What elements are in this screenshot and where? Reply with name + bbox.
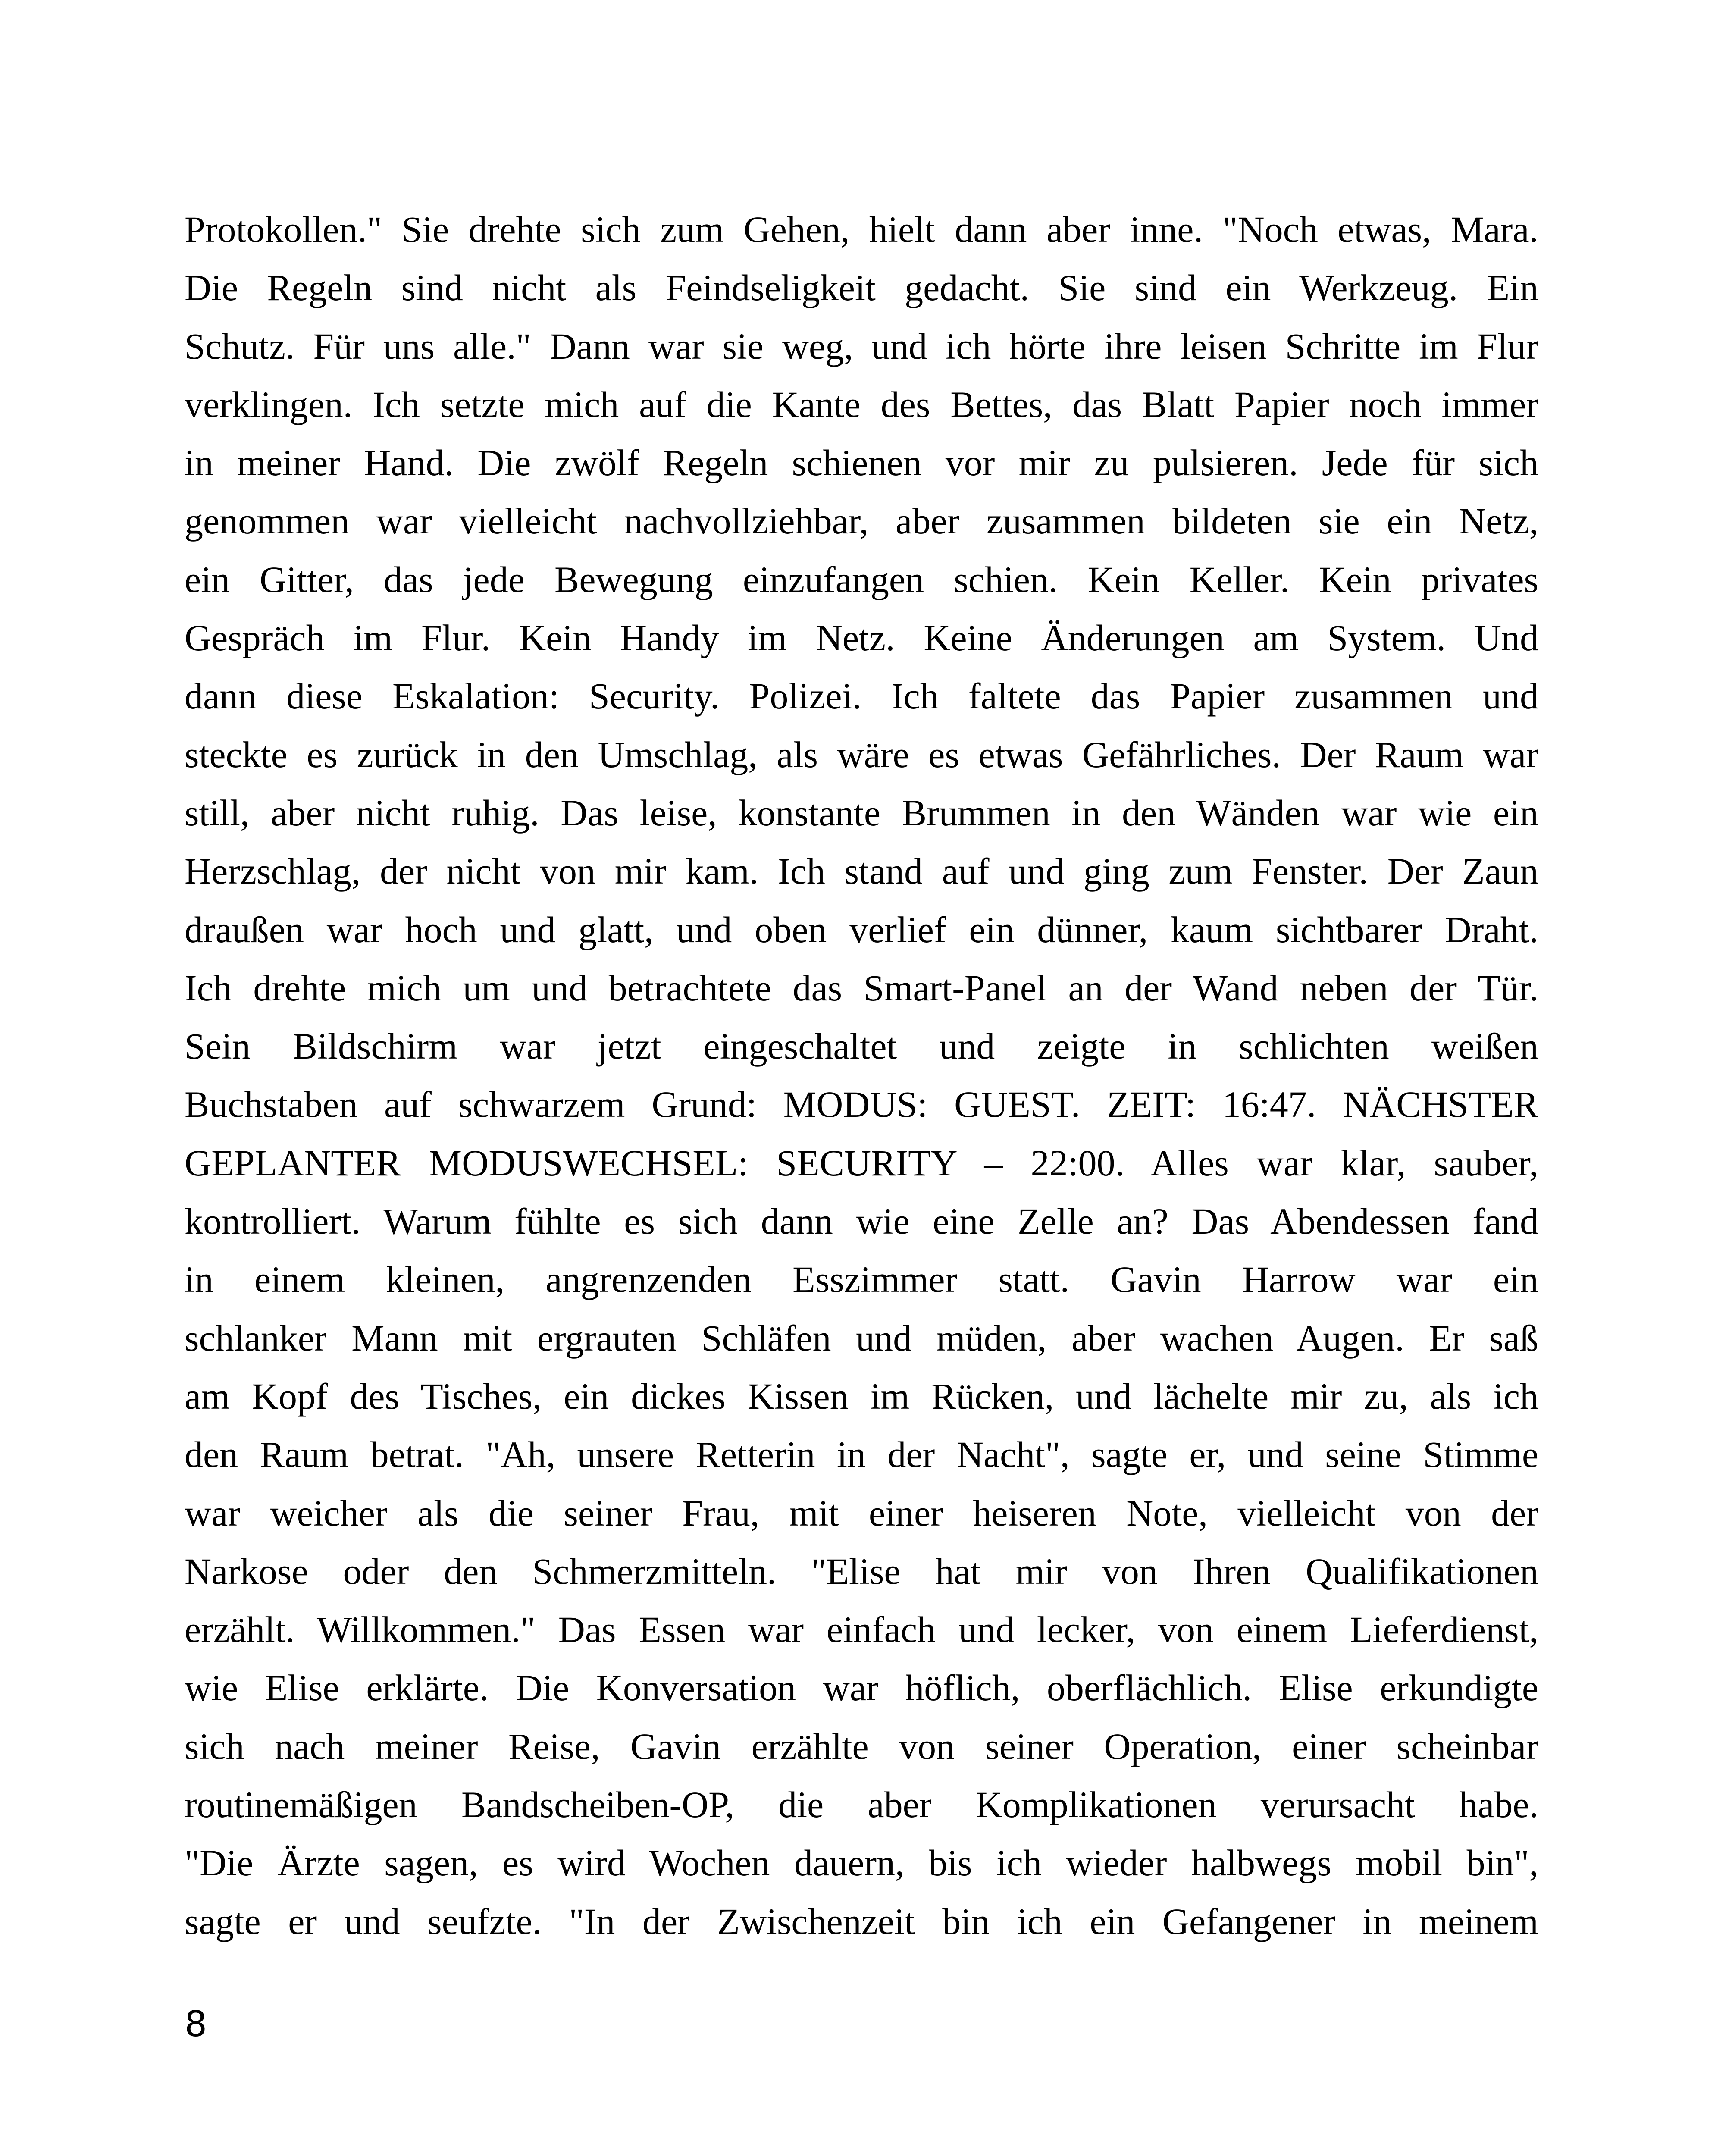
text-line: Ich drehte mich um und betrachtete das Smart-Panel an der Wand neben der Tür.	[185, 967, 1538, 1009]
text-line: Gespräch im Flur. Kein Handy im Netz. Keine Änderungen am System. Und	[185, 617, 1538, 659]
text-line: Sein Bildschirm war jetzt eingeschaltet und zeigte in schlichten weißen	[185, 1025, 1538, 1067]
text-line: den Raum betrat. "Ah, unsere Retterin in der Nacht", sagte er, und seine Stimme	[185, 1434, 1538, 1476]
body-text	[185, 201, 1538, 1951]
text-line: Die Regeln sind nicht als Feindseligkeit gedacht. Sie sind ein Werkzeug. Ein	[185, 267, 1538, 309]
text-line: GEPLANTER MODUSWECHSEL: SECURITY – 22:00. Alles war klar, sauber,	[185, 1142, 1538, 1184]
text-line: still, aber nicht ruhig. Das leise, konstante Brummen in den Wänden war wie ein	[185, 792, 1538, 834]
text-line: Schutz. Für uns alle." Dann war sie weg, und ich hörte ihre leisen Schritte im Flur	[185, 325, 1538, 367]
text-line: in meiner Hand. Die zwölf Regeln schienen vor mir zu pulsieren. Jede für sich	[185, 442, 1538, 484]
text-line: am Kopf des Tisches, ein dickes Kissen im Rücken, und lächelte mir zu, als ich	[185, 1375, 1538, 1417]
text-line: Protokollen." Sie drehte sich zum Gehen, hielt dann aber inne. "Noch etwas, Mara.	[185, 209, 1538, 250]
text-line: Buchstaben auf schwarzem Grund: MODUS: GUEST. ZEIT: 16:47. NÄCHSTER	[185, 1084, 1538, 1125]
text-line: erzählt. Willkommen." Das Essen war einfach und lecker, von einem Lieferdienst,	[185, 1609, 1538, 1651]
text-line: genommen war vielleicht nachvollziehbar, aber zusammen bildeten sie ein Netz,	[185, 500, 1538, 542]
text-line: in einem kleinen, angrenzenden Esszimmer statt. Gavin Harrow war ein	[185, 1259, 1538, 1300]
text-line: "Die Ärzte sagen, es wird Wochen dauern, bis ich wieder halbwegs mobil bin",	[185, 1842, 1538, 1884]
text-line: kontrolliert. Warum fühlte es sich dann wie eine Zelle an? Das Abendessen fand	[185, 1200, 1538, 1242]
text-line: Narkose oder den Schmerzmitteln. "Elise hat mir von Ihren Qualifikationen	[185, 1550, 1538, 1592]
text-line: sagte er und seufzte. "In der Zwischenzeit bin ich ein Gefangener in meinem	[185, 1900, 1538, 1942]
text-line: sich nach meiner Reise, Gavin erzählte von seiner Operation, einer scheinbar	[185, 1725, 1538, 1767]
text-line: Herzschlag, der nicht von mir kam. Ich stand auf und ging zum Fenster. Der Zaun	[185, 850, 1538, 892]
text-line: dann diese Eskalation: Security. Polizei. Ich faltete das Papier zusammen und	[185, 675, 1538, 717]
text-line: war weicher als die seiner Frau, mit einer heiseren Note, vielleicht von der	[185, 1492, 1538, 1534]
text-line: steckte es zurück in den Umschlag, als wäre es etwas Gefährliches. Der Raum war	[185, 733, 1538, 775]
page-number: 8	[185, 2004, 207, 2045]
text-line: routinemäßigen Bandscheiben-OP, die aber Komplikationen verursacht habe.	[185, 1784, 1538, 1826]
text-line: schlanker Mann mit ergrauten Schläfen und müden, aber wachen Augen. Er saß	[185, 1317, 1538, 1359]
text-line: verklingen. Ich setzte mich auf die Kante des Bettes, das Blatt Papier noch immer	[185, 383, 1538, 425]
text-line: ein Gitter, das jede Bewegung einzufangen schien. Kein Keller. Kein privates	[185, 558, 1538, 600]
text-line: wie Elise erklärte. Die Konversation war höflich, oberflächlich. Elise erkundigte	[185, 1667, 1538, 1709]
text-line: draußen war hoch und glatt, und oben verlief ein dünner, kaum sichtbarer Draht.	[185, 909, 1538, 950]
